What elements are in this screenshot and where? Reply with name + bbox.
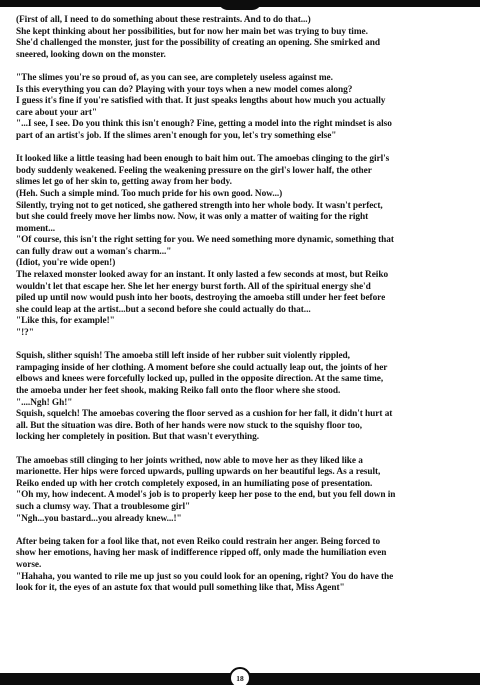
text-line: marionette. Her hips were forced upwards, pulling upwards on her beautiful legs. As a result, xyxy=(16,467,381,478)
text-line: all. But the situation was dire. Both of her hands were now stuck to the squishy floor too, xyxy=(16,420,363,431)
paragraph xyxy=(16,73,468,143)
text-line: The amoebas still clinging to her joints writhed, now able to move her as they liked like a xyxy=(16,455,363,466)
text-line: can fully draw out a woman's charm..." xyxy=(16,246,172,257)
text-line: body suddenly weakened. Feeling the weakening pressure on the girl's lower half, the other xyxy=(16,165,372,176)
text-line: (Heh. Such a simple mind. Too much pride for his own good. Now...) xyxy=(16,188,283,199)
text-line: care about your art" xyxy=(16,107,98,118)
text-line: sneered, looking down on the monster. xyxy=(16,49,166,60)
text-line: "Like this, for example!" xyxy=(16,316,115,327)
text-line: piled up until now would push into her boots, destroying the amoeba still under her feet before xyxy=(16,293,386,304)
text-line: "The slimes you're so proud of, as you can see, are completely useless against me. xyxy=(16,72,333,83)
paragraph xyxy=(16,456,468,526)
text-line: "Oh my, how indecent. A model's job is to properly keep her pose to the end, but you fell down in xyxy=(16,490,396,501)
text-line: elbows and knees were forcefully locked up, pulled in the opposite direction. At the same time, xyxy=(16,374,384,385)
text-line: moment... xyxy=(16,223,56,234)
text-line: She kept thinking about her possibilities, but for now her main bet was trying to buy time. xyxy=(16,26,368,37)
text-line: (Idiot, you're wide open!) xyxy=(16,258,116,269)
text-line: Silently, trying not to get noticed, she gathered strength into her whole body. It wasn't perfect, xyxy=(16,200,383,211)
text-line: show her emotions, having her mask of indifference ripped off, only made the humiliation even xyxy=(16,548,387,559)
text-line: "Ngh...you bastard...you already knew...!" xyxy=(16,513,182,524)
text-line: She'd challenged the monster, just for the possibility of creating an opening. She smirked and xyxy=(16,38,380,49)
text-line: the amoeba under her feet shook, making Reiko fall onto the floor where she stood. xyxy=(16,386,341,396)
text-line: Squish, squelch! The amoebas covering the floor served as a cushion for her fall, it didn't hurt at xyxy=(16,409,393,420)
text-line: "Of course, this isn't the right setting for you. We need something more dynamic, something that xyxy=(16,235,394,246)
text-line: Is this everything you can do? Playing with your toys when a new model comes along? xyxy=(16,84,353,95)
top-border-tab xyxy=(218,0,262,10)
text-line: wouldn't let that escape her. She let her energy burst forth. All of the spiritual energy she'd xyxy=(16,281,371,292)
text-line: "!?" xyxy=(16,328,34,339)
body-text xyxy=(16,15,468,606)
page-number: 18 xyxy=(229,667,251,685)
text-line: Reiko ended up with her crotch completely exposed, in an humiliating pose of presentation. xyxy=(16,478,373,489)
text-line: "...I see, I see. Do you think this isn't enough? Fine, getting a model into the right mindset is also xyxy=(16,119,392,130)
text-line: slimes let go of her skin to, getting away from her body. xyxy=(16,177,232,188)
paragraph xyxy=(16,15,468,61)
paragraph xyxy=(16,537,468,595)
paragraph xyxy=(16,154,468,340)
text-line: locking her completely in position. But that wasn't everything. xyxy=(16,432,260,443)
text-line: The relaxed monster looked away for an instant. It only lasted a few seconds at most, but Reiko xyxy=(16,270,389,281)
text-line: she could leap at the artist...but a second before she could actually do that... xyxy=(16,304,311,315)
text-line: I guess it's fine if you're satisfied with that. It just speaks lengths about how much you actually xyxy=(16,96,386,107)
text-line: Squish, slither squish! The amoeba still left inside of her rubber suit violently rippled, xyxy=(16,351,350,362)
text-line: It looked like a little teasing had been enough to bait him out. The amoebas clinging to the girl's xyxy=(16,154,390,165)
text-line: (First of all, I need to do something about these restraints. And to do that...) xyxy=(16,15,311,25)
text-line: worse. xyxy=(16,559,42,570)
text-line: look for it, the eyes of an astute fox that would pull something like that, Miss Agent" xyxy=(16,583,345,594)
text-line: such a clumsy way. That a troublesome girl" xyxy=(16,501,191,512)
paragraph xyxy=(16,351,468,444)
text-line: part of an artist's job. If the slimes aren't enough for you, let's try something else" xyxy=(16,130,337,141)
text-line: After being taken for a fool like that, not even Reiko could restrain her anger. Being forced to xyxy=(16,536,381,547)
text-line: rampaging inside of her clothing. A moment before she could actually leap out, the joints of her xyxy=(16,362,388,373)
text-line: but she could freely move her limbs now. Now, it was only a matter of waiting for the right xyxy=(16,212,369,223)
text-line: "....Ngh! Gh!" xyxy=(16,397,73,408)
text-line: "Hahaha, you wanted to rile me up just so you could look for an opening, right? You do have the xyxy=(16,571,394,582)
